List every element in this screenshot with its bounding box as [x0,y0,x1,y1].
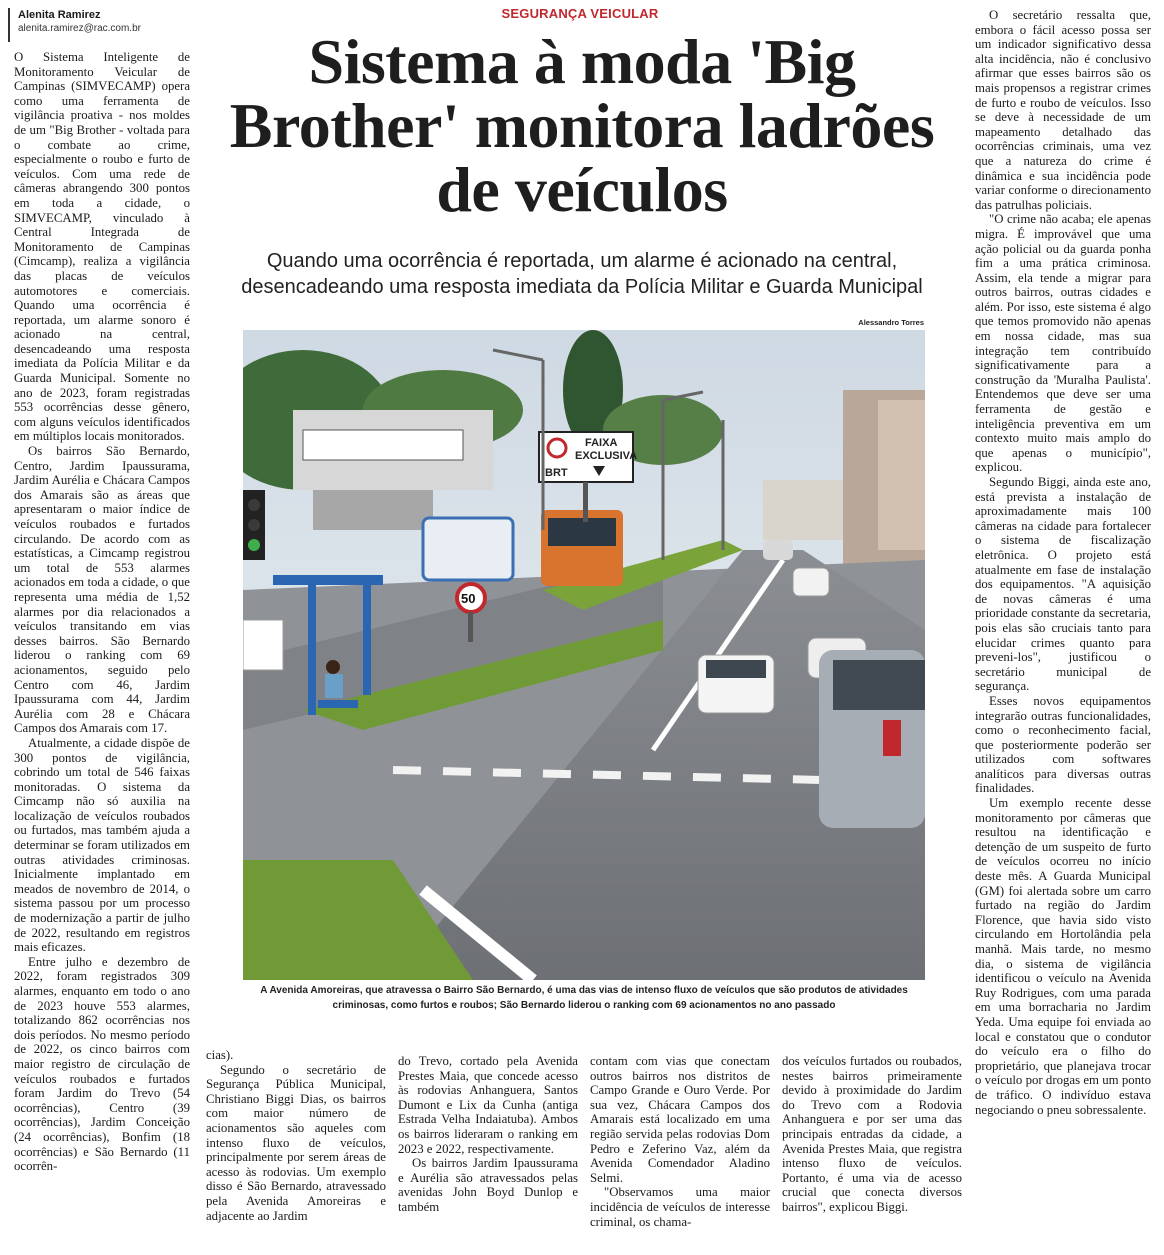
byline [8,8,198,42]
author-name: Alenita Ramirez [18,9,101,21]
paragraph: O Sistema Inteligente de Monitoramento Veicular de Campinas (SIMVECAMP) opera como uma ferramenta de vigilância proativa - nos moldes de um "Big Brother - voltada para o combate ao crime, especialmente o roubo e furto de veículos. Com uma rede de câmeras abrangendo 300 pontos em toda a cidade, o SIMVECAMP, vinculado à Central Integrada de Monitoramento de Campinas (Cimcamp), realiza a vigilância das placas de veículos automotores e comerciais. Quando uma ocorrência é reportada, um alarme sonoro é acionado na central, desencadeando uma resposta imediata da Polícia Militar e da Guarda Municipal. Somente no ano de 2023, foram registradas 553 ocorrências desse gênero, com alguns veículos identificados em múltiplos locais monitorados. [14,50,190,444]
paragraph: contam com vias que conectam outros bairros nos distritos de Campo Grande e Ouro Verde. Por sua vez, Chácara Campos dos Amarais está localizado em uma região servida pelas rodovias Dom Pedro e Zeferino Vaz, além da Avenida Comendador Aladino Selmi. [590,1054,770,1185]
paragraph: "O crime não acaba; ele apenas migra. É improvável que uma ação policial ou da guarda ponha fim a uma prática criminosa. Assim, ela tende a migrar para outros bairros, outras cidades e além. Por isso, este sistema é algo que temos promovido não apenas em nossa cidade, mas sua integração tem contribuído significativamente para a construção da 'Muralha Paulista'. Entendemos que deve ser uma ferramenta de gestão e inteligência preventiva em um contexto muito mais amplo do que apenas o município", explicou. [975,212,1151,475]
article-photo [243,330,925,980]
paragraph: dos veículos furtados ou roubados, nestes bairros primeiramente devido à proximidade do Jardim do Trevo com a Rodovia Anhanguera e por ser uma das principais entradas da cidade, a Avenida Prestes Maia, que registra intenso fluxo de veículos. Portanto, é uma via de acesso crucial que conecta diversos bairros", explicou Biggi. [782,1054,962,1214]
paragraph: Um exemplo recente desse monitoramento por câmeras que resultou na identificação e detenção de um suspeito de furto de veículos ocorreu no início deste mês. A Guarda Municipal (GM) foi alertada sobre um carro furtado na região do Jardim Florence, que havia sido visto circulando em Hortolândia pela manhã. Mais tarde, no mesmo dia, o sistema de vigilância identificou o veículo na Avenida Ruy Rodrigues, com uma parada em uma borracharia no Jardim Yeda. Uma equipe foi enviada ao local e constatou que o condutor do veículo era o filho do proprietário, que planejava trocar o veículo por drogas em um ponto de tráfico. O indivíduo estava negociando o pneu sobressalente. [975,796,1151,1117]
paragraph: Entre julho e dezembro de 2022, foram registrados 309 alarmes, enquanto em todo o ano de 2023 houve 553 alarmes, totalizando 862 ocorrências nos dois períodos. No mesmo período de 2022, os cinco bairros com maior registro de circulação de veículos roubados e furtados foram Jardim do Trevo (54 ocorrências), Centro (39 ocorrências), Jardim Conceição (24 ocorrências), Bonfim (18 ocorrências) e São Bernardo (11 ocorrên- [14,954,190,1174]
speed-limit-sign: 50 [461,591,476,606]
column-1 [14,50,190,1246]
headline: Sistema à moda 'Big Brother' monitora ladrões de veículos [229,26,935,225]
sign-faixa: FAIXA [585,437,618,449]
sign-exclusiva: EXCLUSIVA [575,450,638,462]
paragraph: Atualmente, a cidade dispõe de 300 pontos de vigilância, cobrindo um total de 546 faixas monitoradas. O sistema da Cimcamp não só auxilia na localização de veículos roubados ou furtados, mas também ajuda a determinar se foram utilizados em outras atividades criminosas. Inicialmente implantado em meados de novembro de 2014, o sistema passou por um processo de modernização a partir de julho de 2022, resultando em registros mais eficazes. [14,735,190,955]
paragraph: Os bairros Jardim Ipaussurama e Aurélia são atravessados pelas avenidas John Boyd Dunlop e também [398,1156,578,1214]
paragraph: Os bairros São Bernardo, Centro, Jardim Ipaussurama, Jardim Aurélia e Chácara Campos dos Amarais são as áreas que apresentaram o maior índice de veículos roubados e furtados circulando. De acordo com as estatísticas, a Cimcamp registrou um total de 553 alarmes acionados em toda a cidade, o que representa uma média de 1,52 alarmes por dia relacionados a veículos transitando em vias desses bairros. São Bernardo liderou o ranking com 69 acionamentos, seguido pelo Centro com 46, Jardim Ipaussurama com 44, Jardim Aurélia com 28 e Chácara Campos dos Amarais com 17. [14,444,190,736]
paragraph: O secretário ressalta que, embora o fácil acesso possa ser um indicador significativo dessa alta incidência, não é conclusivo afirmar que esses bairros são os mais propensos a registrar crimes de furto e roubo de veículos. Isso se deve à necessidade de um mapeamento detalhado das ocorrências criminais, uma vez que a natureza do crime é dinâmica e sua incidência pode variar conforme o direcionamento das patrulhas policiais. [975,8,1151,212]
paragraph: "Observamos uma maior incidência de veículos de interesse criminal, os chama- [590,1185,770,1229]
column-3 [398,1054,578,1248]
photo-credit: Alessandro Torres [858,318,924,327]
column-6 [975,8,1151,1248]
section-kicker: SEGURANÇA VEICULAR [501,6,659,21]
paragraph: Segundo Biggi, ainda este ano, está prevista a instalação de aproximadamente mais 100 câmeras na cidade para fortalecer o sistema de fiscalização eletrônica. O projeto está atualmente em fase de instalação dos equipamentos. "A aquisição de novas câmeras é uma prioridade constante da secretaria, pois elas são cruciais tanto para elucidar crimes quanto para preveni-los", justificou o secretário municipal de segurança. [975,475,1151,694]
author-email[interactable]: alenita.ramirez@rac.com.br [18,23,141,34]
column-4 [590,1054,770,1248]
sign-brt: BRT [545,467,568,479]
deck-subtitle: Quando uma ocorrência é reportada, um alarme é acionado na central, desencadeando uma resposta imediata da Polícia Militar e Guarda Municipal [241,250,923,298]
photo-caption: A Avenida Amoreiras, que atravessa o Bairro São Bernardo, é uma das vias de intenso fluxo de veículos que são produtos de atividades criminosas, como furtos e roubos; São Bernardo liderou o ranking com 69 acionamentos no ano passado [260,985,908,1011]
column-5 [782,1054,962,1248]
paragraph: do Trevo, cortado pela Avenida Prestes Maia, que concede acesso às rodovias Anhanguera, Santos Dumont e Lix da Cunha (antiga Estrada Velha Indaiatuba). Ambos os bairros lideraram o ranking em 2023 e 2022, respectivamente. [398,1054,578,1156]
paragraph: Esses novos equipamentos integrarão outras funcionalidades, como o reconhecimento facial, que posteriormente poderão ser utilizados com softwares analíticos para diversas outras finalidades. [975,693,1151,796]
paragraph: cias). [206,1048,234,1062]
column-2 [206,1048,386,1248]
paragraph: Segundo o secretário de Segurança Pública Municipal, Christiano Biggi Dias, os bairros com maior número de acionamentos são aqueles com intenso fluxo de veículos, principalmente por serem áreas de acesso às rodovias. Um exemplo disso é São Bernardo, atravessado pela Avenida Amoreiras e adjacente ao Jardim [206,1062,386,1223]
